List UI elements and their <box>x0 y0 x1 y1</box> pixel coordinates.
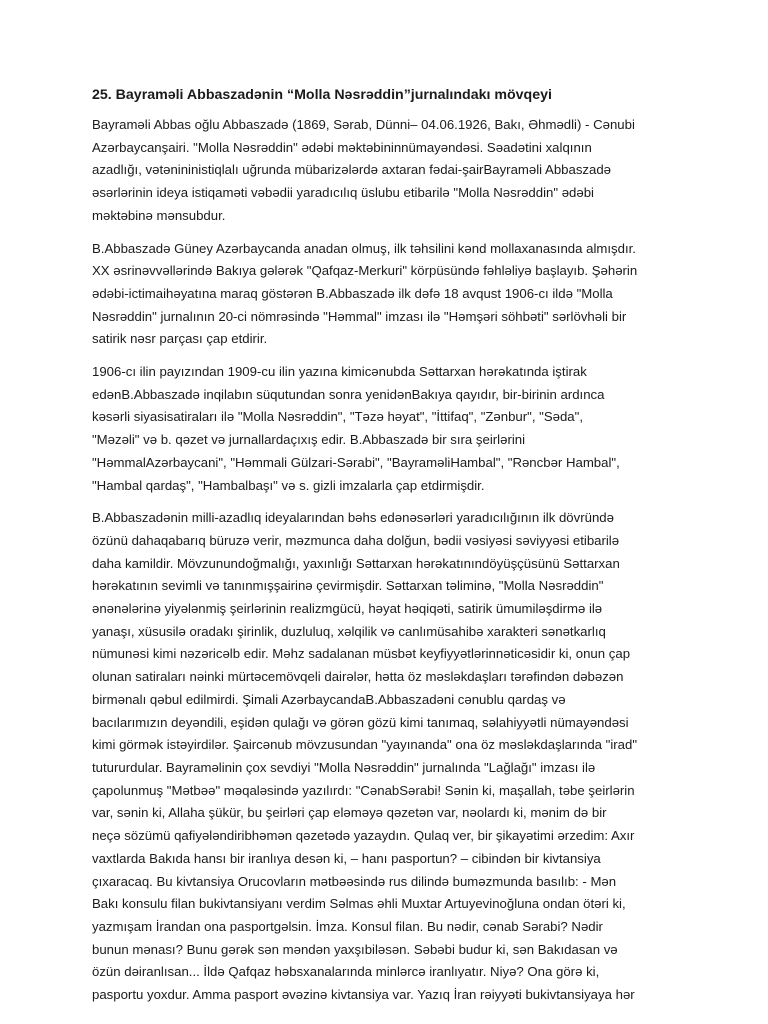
body-paragraph <box>92 361 682 497</box>
text-line: çapolunmuş "Mətbəə" məqaləsində yazılırdı: "CənabSərabi! Sənin ki, maşallah, təbe şeirlərin <box>92 782 635 798</box>
body-paragraph <box>92 114 682 228</box>
text-line: kəsərli siyasisatiraları ilə "Molla Nəsrəddin", "Təzə həyat", "İttifaq", "Zənbur", "Səda", <box>92 409 583 425</box>
text-line: vaxtlarda Bakıda hansı bir iranlıya desən ki, – hanı pasportun? – cibindən bir kivtansiya <box>92 850 601 866</box>
text-line: birmənalı qəbul edilmirdi. Şimali AzərbaycandaB.Abbaszadəni cənublu qardaş və <box>92 691 566 707</box>
text-line: B.Abbaszadənin milli-azadlıq ideyalarından bəhs edənəsərləri yaradıcılığının ilk dövründə <box>92 510 614 526</box>
text-line: pasportu yoxdur. Amma pasport əvəzinə kivtansiya var. Yazıq İran rəiyyəti bukivtansiyaya hər <box>92 987 635 1003</box>
document-page <box>92 84 682 1017</box>
text-line: olunan satiraları nəinki mürtəcemövqeli dairələr, hətta öz məsləkdaşları tərəfindən dəbəzən <box>92 669 624 685</box>
text-line: özünü dahaqabarıq büruzə verir, məzmunca daha dolğun, bədii vəsiyəsi səviyyəsi etibarilə <box>92 532 620 548</box>
text-line: çıxaracaq. Bu kivtansiya Orucovların mətbəəsində rus dilində buməzmunda basılıb: - Mən <box>92 873 617 889</box>
text-line: "HəmmalAzərbaycani", "Həmmali Gülzari-Sərabi", "BayraməliHambal", "Rəncbər Hambal", <box>92 454 620 470</box>
text-line: Bakı konsulu filan bukivtansiyanı verdim Səlmas əhli Muxtar Artuyevinoğluna ondan ötəri ki, <box>92 896 626 912</box>
text-line: hərəkatının sevimli və tanınmışşairinə çevirmişdir. Səttarxan təliminə, "Molla Nəsrəddin" <box>92 578 604 594</box>
text-line: "Hambal qardaş", "Hambalbaşı" və s. gizli imzalarla çap etdirmişdir. <box>92 477 485 493</box>
text-line: bacılarımızın deyəndili, eşidən qulağı və görən gözü kimi tanımaq, səlahiyyətli nümayəndəsi <box>92 714 629 730</box>
body-paragraph <box>92 507 682 1006</box>
text-line: Bayraməli Abbas oğlu Abbaszadə (1869, Sərab, Dünni– 04.06.1926, Bakı, Əhmədli) - Cənubi <box>92 117 635 132</box>
text-line: azadlığı, vətənininistiqlalı uğrunda mübarizələrdə axtaran fədai-şairBayraməli Abbaszadə <box>92 162 612 178</box>
text-line: kimi görmək istəyirdilər. Şaircənub mövzusundan "yayınanda" ona öz məsləkdaşlarında "irad" <box>92 737 638 753</box>
text-line: bunun mənası? Bunu gərək sən məndən yaxşıbiləsən. Səbəbi budur ki, sən Bakıdasan və <box>92 941 618 957</box>
text-line: tutururdular. Bayraməlinin çox sevdiyi "Molla Nəsrəddin" jurnalında "Lağlağı" imzası ilə <box>92 759 596 775</box>
text-line: daha kamildir. Mövzunundoğmalığı, yaxınlığı Səttarxan hərəkatınındöyüşçüsünü Səttarxan <box>92 555 620 571</box>
text-line: neçə sözümü qafiyələndiribhəmən qəzetədə yazaydın. Qulaq ver, bir şikayətimi ərzedim: Axır <box>92 828 635 844</box>
text-line: "Məzəli" və b. qəzet və jurnallardaçıxış edir. B.Abbaszadə bir sıra şeirlərini <box>92 432 526 448</box>
text-line: yanaşı, xüsusilə oradakı şirinlik, duzluluq, xəlqilik və canlımüsahibə xarakteri sənətkarlıq <box>92 623 606 639</box>
text-line: Azərbaycanşairi. "Molla Nəsrəddin" ədəbi məktəbininnümayəndəsi. Səadətini xalqının <box>92 139 592 155</box>
document-body <box>92 114 682 1007</box>
text-line: B.Abbaszadə Güney Azərbaycanda anadan olmuş, ilk təhsilini kənd mollaxanasında almışdır. <box>92 240 636 256</box>
text-line: 1906-cı ilin payızından 1909-cu ilin yazına kimicənubda Səttarxan hərəkatında iştirak <box>92 364 587 380</box>
text-line: məktəbinə mənsubdur. <box>92 207 226 223</box>
body-paragraph <box>92 238 682 352</box>
text-line: edənB.Abbaszadə inqilabın süqutundan sonra yenidənBakıya qayıdır, bir-birinin ardınca <box>92 386 605 402</box>
text-line: nümunəsi kimi nəzəricəlb edir. Məhz sadalanan müsbət keyfiyyətlərinnəticəsidir ki, onun çap <box>92 646 631 662</box>
text-line: əsərlərinin ideya istiqaməti vəbədii yaradıcılıq üslubu etibarilə "Molla Nəsrəddin" ədəbi <box>92 185 594 201</box>
text-line: Nəsrəddin" jurnalının 20-ci nömrəsində "Həmmal" imzası ilə "Həmşəri söhbəti" sərlövhəli bir <box>92 308 627 324</box>
text-line: ənənələrinə yiyələnmiş şeirlərinin realizmgücü, həyat həqiqəti, satirik ümumiləşdirmə ilə <box>92 601 603 617</box>
text-line: ədəbi-ictimaihəyatına maraq göstərən B.Abbaszadə ilk dəfə 18 avqust 1906-cı ildə "Molla <box>92 285 613 301</box>
text-line: satirik nəsr parçası çap etdirir. <box>92 331 268 347</box>
text-line: özün dəiranlısan... İldə Qafqaz həbsxanalarında minlərcə iranlıyatır. Niyə? Ona görə ki, <box>92 964 600 980</box>
text-line: XX əsrinəvvəllərində Bakıya gələrək "Qafqaz-Merkuri" körpüsündə fəhləliyə başlayıb. Şəhərin <box>92 263 638 279</box>
text-line: var, sənin ki, Allaha şükür, bu şeirləri çap eləməyə qəzetən var, nəolardı ki, mənim də bir <box>92 805 607 821</box>
text-line: yazmışam İrandan ona pasportgəlsin. İmza. Konsul filan. Bu nədir, cənab Sərabi? Nədir <box>92 918 603 934</box>
section-heading: 25. Bayraməli Abbaszadənin “Molla Nəsrəddin”jurnalındakı mövqeyi <box>92 87 552 103</box>
